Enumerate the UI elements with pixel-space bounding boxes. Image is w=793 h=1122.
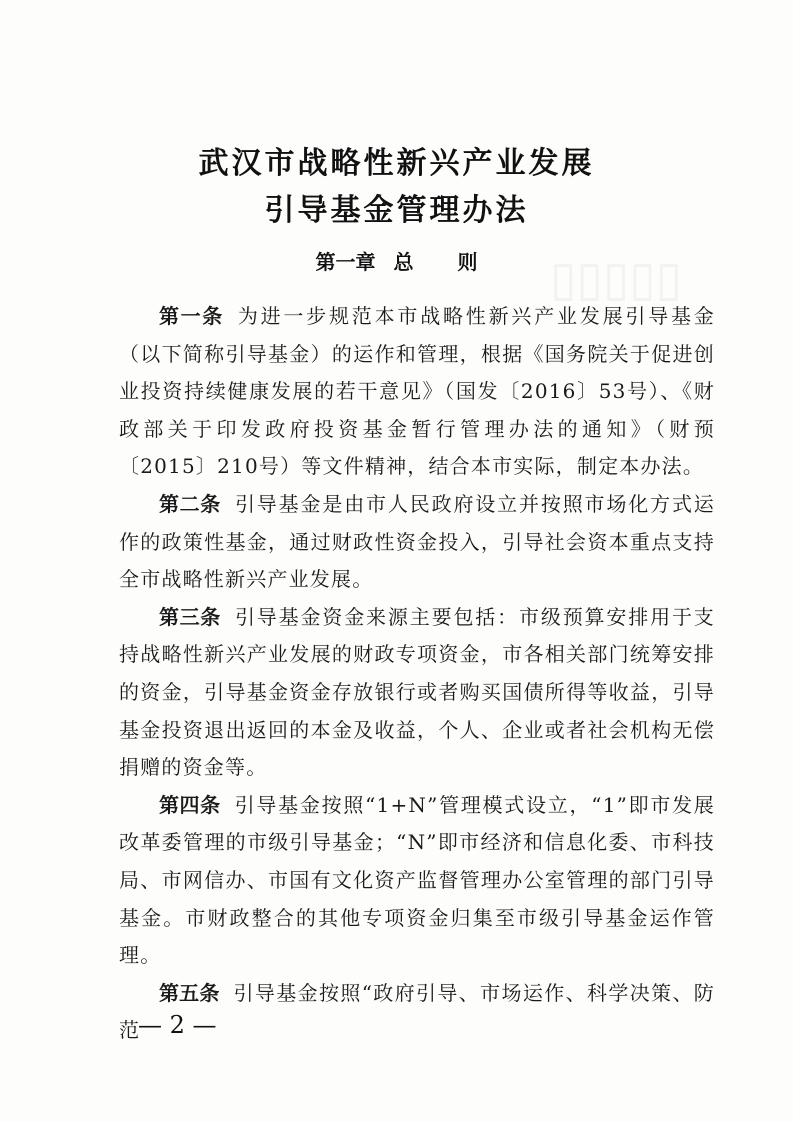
article-text: 为进一步规范本市战略性新兴产业发展引导基金（以下简称引导基金）的运作和管理，根据《国务院关于促进创业投资持续健康发展的若干意见》（国发〔2016〕53号）、《财政部关于印发政府投资基金暂行管理办法的通知》（财预〔2015〕210号）等文件精神，结合本市实际，制定本办法。 <box>119 304 716 479</box>
page-number: — 2 — <box>138 1011 217 1039</box>
article-2 <box>119 486 715 599</box>
chapter-title-char-2: 则 <box>457 250 478 274</box>
article-3 <box>119 599 715 787</box>
article-text: 引导基金是由市人民政府设立并按照市场化方式运作的政策性基金，通过财政性资金投入，引导社会资本重点支持全市战略性新兴产业发展。 <box>119 491 715 592</box>
article-text: 引导基金按照“政府引导、市场运作、科学决策、防范 <box>119 980 716 1043</box>
chapter-title-char-1: 总 <box>393 250 414 274</box>
article-text: 引导基金按照“1+N”管理模式设立，“1”即市发展改革委管理的市级引导基金；“N”即市经济和信息化委、市科技局、市网信办、市国有文化资产监督管理办公室管理的部门引导基金。市财政整合的其他专项资金归集至市级引导基金运作管理。 <box>119 792 716 968</box>
article-label: 第二条 <box>159 491 221 516</box>
chapter-number: 第一章 <box>315 250 376 274</box>
svg-text:▯▯▯▯▯: ▯▯▯▯▯ <box>550 251 683 307</box>
article-text: 引导基金资金来源主要包括：市级预算安排用于支持战略性新兴产业发展的财政专项资金，市各相关部门统筹安排的资金，引导基金资金存放银行或者购买国债所得等收益，引导基金投资退出返回的本金及收益，个人、企业或者社会机构无偿捐赠的资金等。 <box>119 604 715 780</box>
article-label: 第四条 <box>159 792 221 817</box>
document-body <box>119 298 715 1050</box>
article-label: 第五条 <box>159 980 220 1005</box>
chapter-heading <box>0 246 793 275</box>
article-label: 第一条 <box>159 304 224 328</box>
document-title-line-2: 引导基金管理办法 <box>264 193 529 228</box>
article-label: 第三条 <box>159 604 221 629</box>
article-1 <box>119 298 715 486</box>
article-4 <box>119 787 715 975</box>
document-title-line-1: 武汉市战略性新兴产业发展 <box>198 146 595 181</box>
